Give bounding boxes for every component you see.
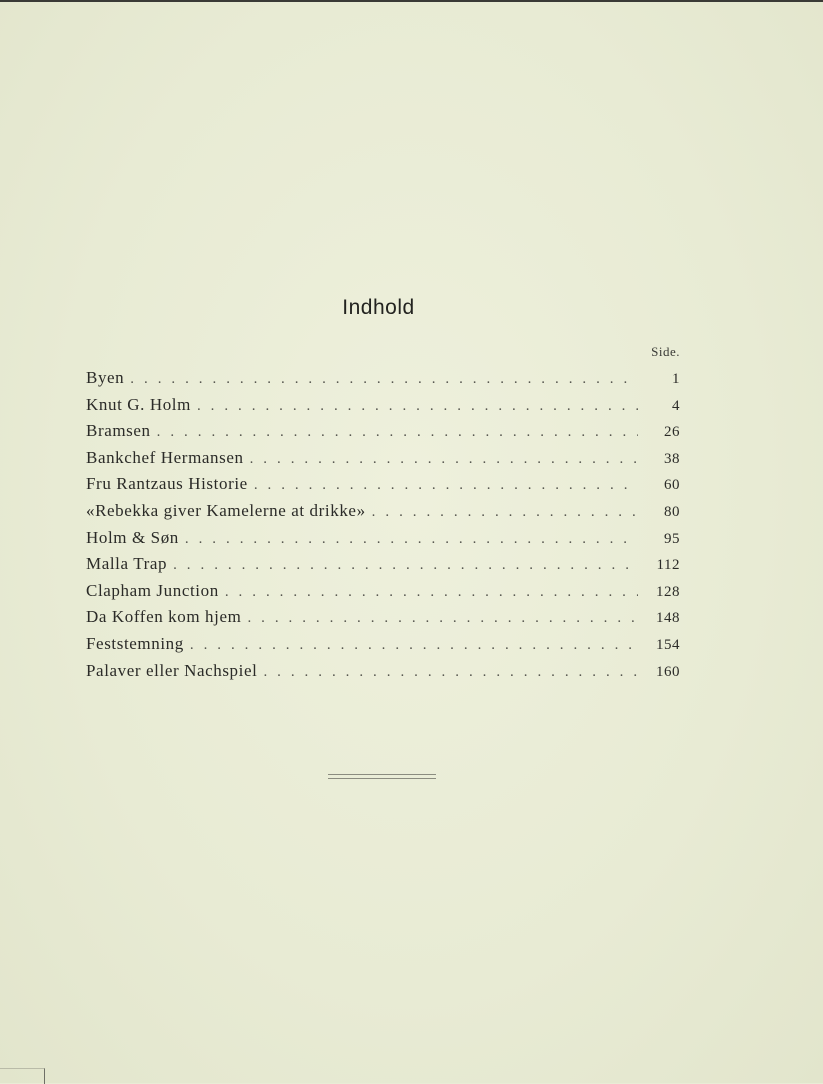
page-column-label: Side. bbox=[651, 344, 680, 359]
ornamental-rule bbox=[328, 778, 436, 779]
dot-leader bbox=[372, 504, 638, 521]
toc-entry bbox=[86, 474, 680, 501]
dot-leader bbox=[130, 371, 638, 388]
scan-corner-mark bbox=[0, 1068, 45, 1084]
toc-entry-title: Bramsen bbox=[86, 421, 151, 441]
toc-entry-title: «Rebekka giver Kamelerne at drikke» bbox=[86, 500, 366, 520]
toc-entry bbox=[86, 528, 680, 555]
toc-entry bbox=[86, 395, 680, 422]
toc-entry-page: 148 bbox=[656, 610, 680, 627]
dot-leader bbox=[247, 610, 638, 627]
toc-entry-page: 154 bbox=[656, 636, 680, 653]
dot-leader bbox=[254, 477, 638, 494]
toc-entry bbox=[86, 634, 680, 661]
dot-leader bbox=[197, 398, 638, 415]
toc-entry bbox=[86, 607, 680, 634]
toc-entry-page: 60 bbox=[664, 477, 680, 494]
toc-entry-title: Palaver eller Nachspiel bbox=[86, 660, 258, 680]
toc-entry bbox=[86, 581, 680, 608]
toc-entry-page: 80 bbox=[664, 503, 680, 520]
toc-entry-page: 1 bbox=[672, 371, 680, 387]
dot-leader bbox=[173, 557, 638, 574]
dot-leader bbox=[250, 451, 638, 468]
toc-entry-title: Malla Trap bbox=[86, 554, 168, 574]
dot-leader bbox=[225, 584, 638, 601]
toc-entry bbox=[86, 554, 680, 581]
toc-entry bbox=[86, 448, 680, 475]
toc-entry-page: 4 bbox=[672, 397, 680, 414]
toc-entry-title: Feststemning bbox=[86, 633, 184, 653]
toc-entry-title: Byen bbox=[86, 368, 125, 387]
toc-entry bbox=[86, 368, 680, 395]
table-of-contents bbox=[86, 368, 680, 687]
toc-entry bbox=[86, 661, 680, 688]
toc-entry-page: 95 bbox=[664, 530, 680, 547]
ornamental-rule bbox=[328, 774, 436, 775]
toc-entry-page: 38 bbox=[664, 450, 680, 467]
toc-entry-title: Knut G. Holm bbox=[86, 394, 191, 414]
toc-entry-title: Holm & Søn bbox=[86, 527, 179, 547]
toc-entry bbox=[86, 421, 680, 448]
toc-entry-page: 128 bbox=[656, 583, 680, 600]
dot-leader bbox=[263, 664, 638, 681]
toc-entry-title: Bankchef Hermansen bbox=[86, 447, 244, 467]
toc-entry-title: Clapham Junction bbox=[86, 580, 219, 600]
toc-entry-page: 112 bbox=[656, 557, 680, 574]
toc-entry-title: Da Koffen kom hjem bbox=[86, 607, 242, 627]
toc-entry-title: Fru Rantzaus Historie bbox=[86, 474, 248, 494]
toc-entry-page: 160 bbox=[656, 663, 680, 680]
dot-leader bbox=[157, 424, 638, 441]
dot-leader bbox=[190, 637, 638, 654]
toc-entry bbox=[86, 501, 680, 528]
dot-leader bbox=[185, 531, 638, 548]
toc-entry-page: 26 bbox=[664, 424, 680, 441]
page-top-edge bbox=[0, 0, 823, 2]
page-title: Indhold bbox=[342, 296, 415, 319]
